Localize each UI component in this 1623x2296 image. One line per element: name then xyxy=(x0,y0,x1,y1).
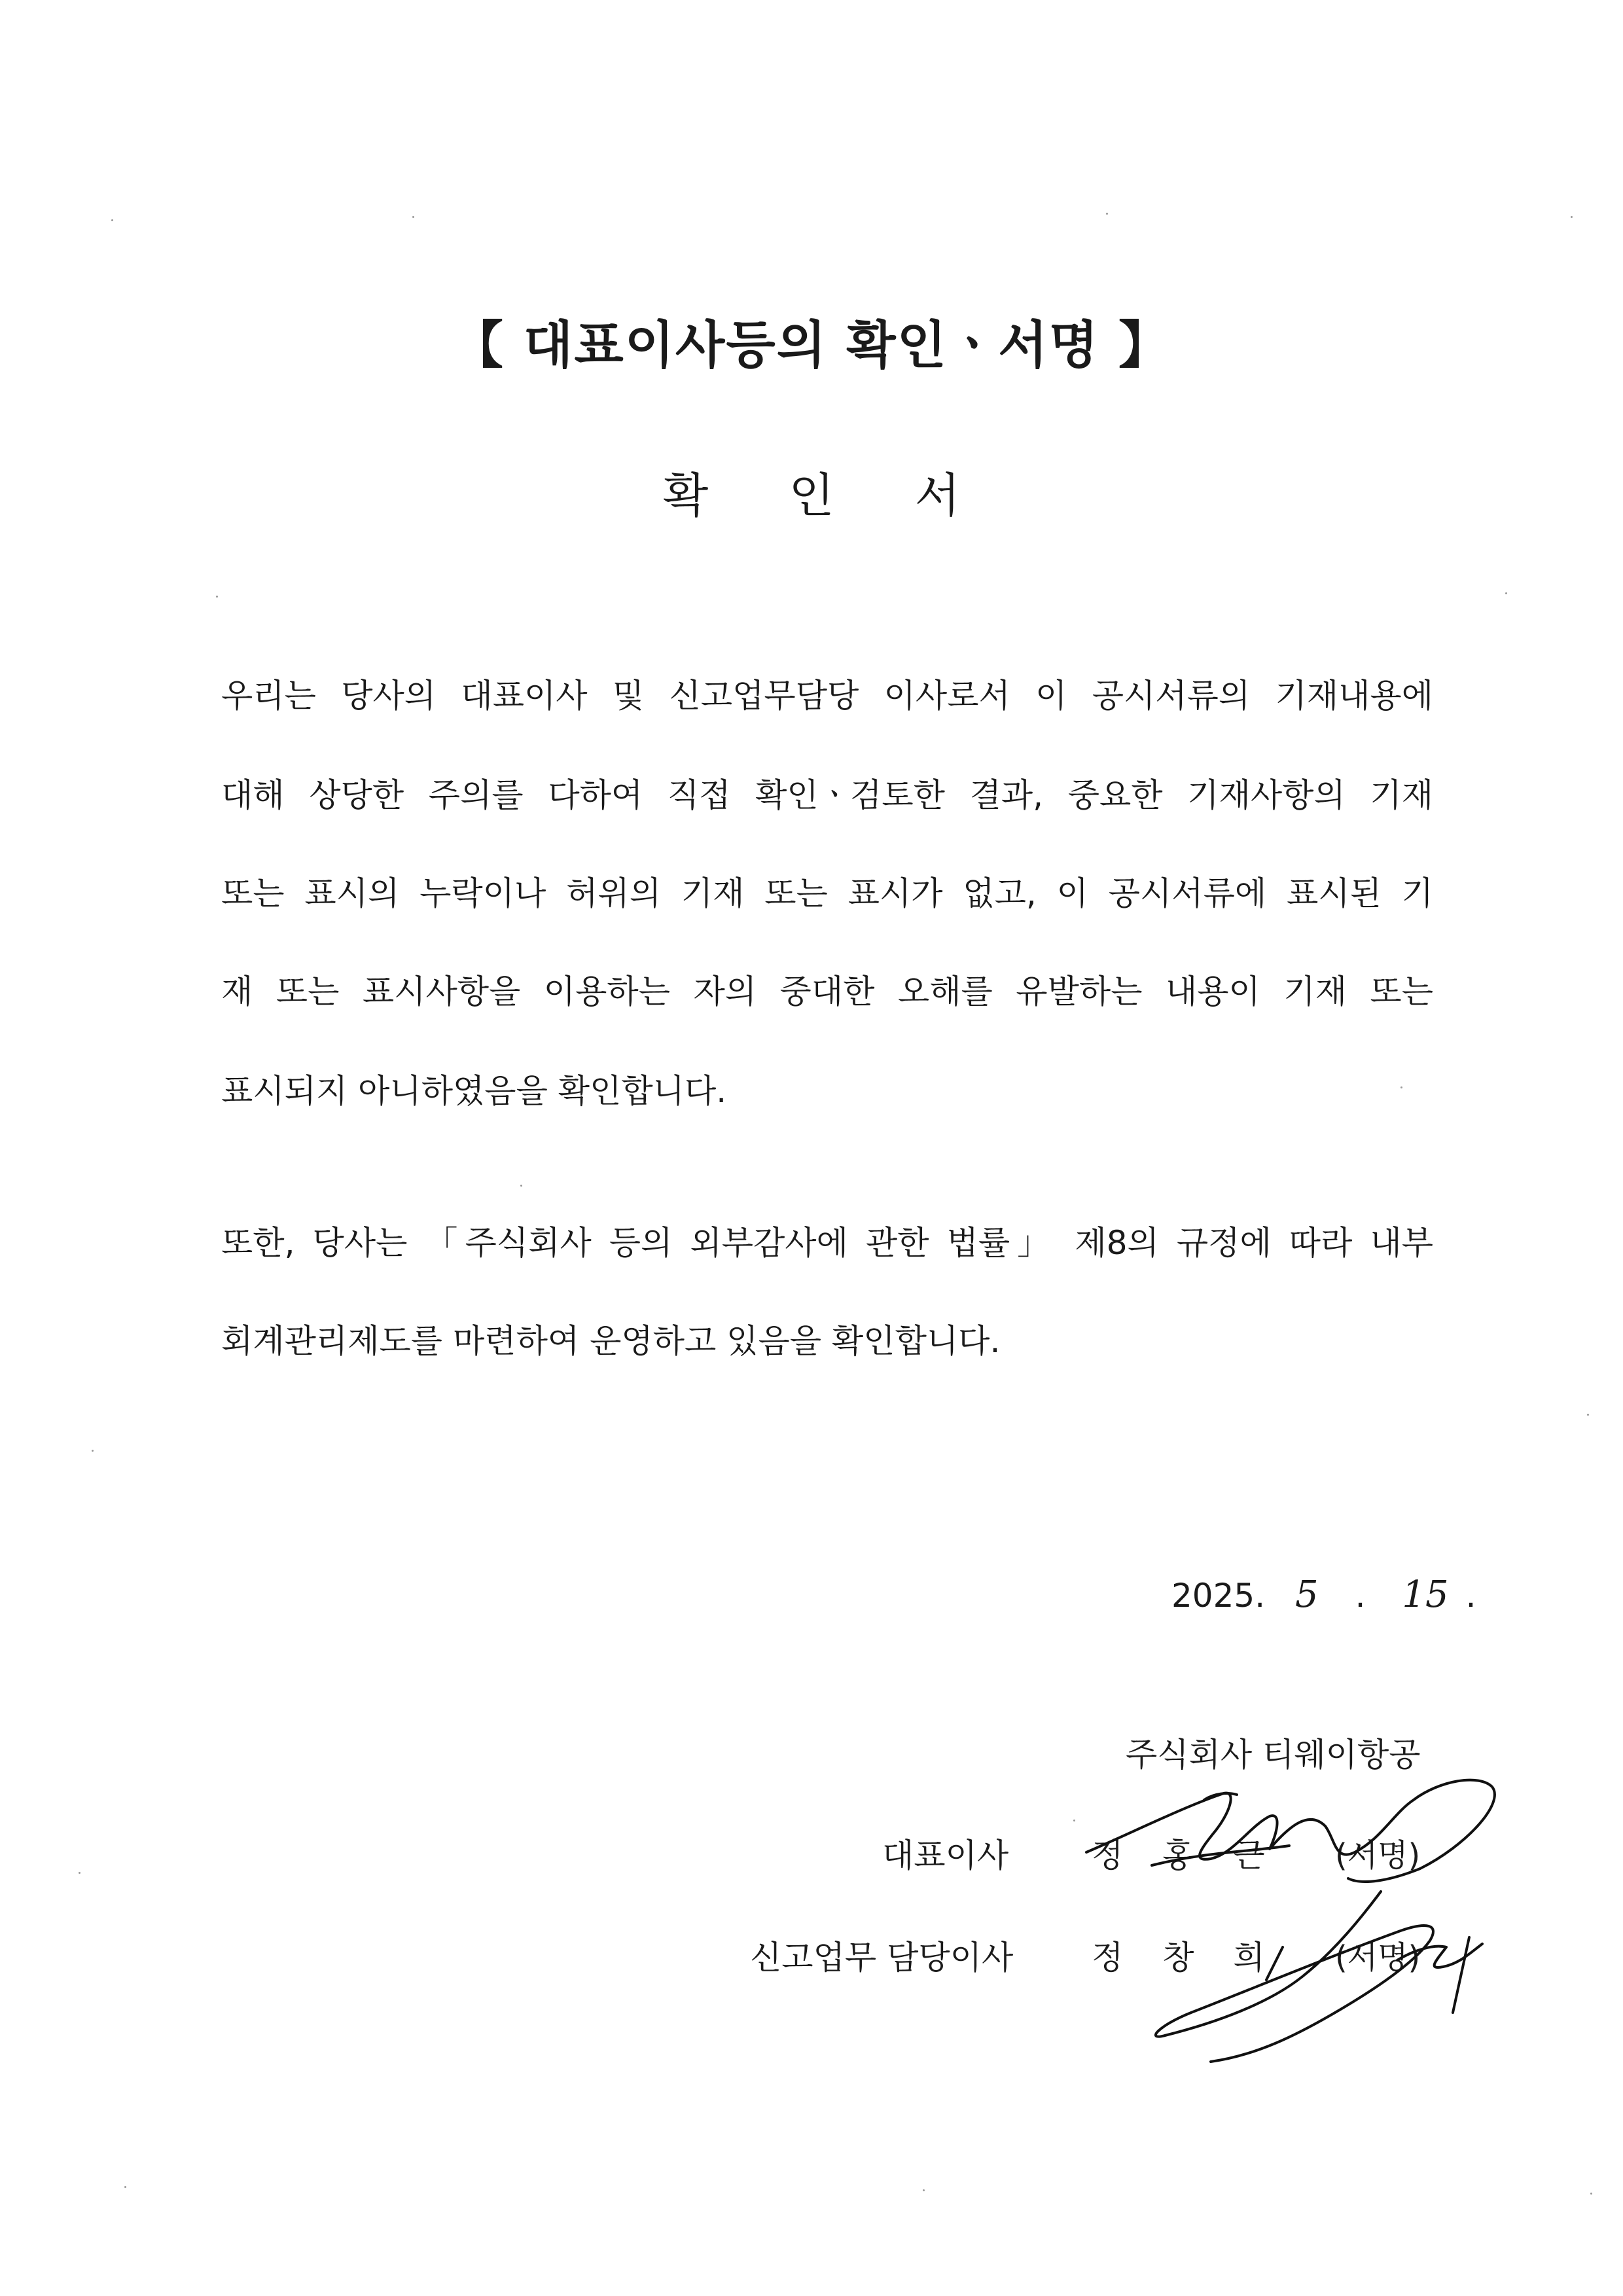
paragraph-1-line-5: 표시되지 아니하였음을 확인합니다. xyxy=(221,1072,727,1110)
document-date xyxy=(1171,1572,1476,1619)
scan-speck xyxy=(124,2186,126,2188)
scan-speck xyxy=(79,1872,80,1874)
scan-speck xyxy=(111,219,113,221)
date-end: . xyxy=(1465,1577,1476,1615)
signatory-2-name: 정 창 희 xyxy=(1092,1939,1279,1977)
scan-speck xyxy=(1106,213,1108,215)
scan-speck xyxy=(1571,216,1573,218)
date-separator: . xyxy=(1355,1577,1366,1615)
paragraph-1-line-2: 대해 상당한 주의를 다하여 직접 확인ㆍ검토한 결과, 중요한 기재사항의 기재 xyxy=(221,776,1433,814)
signature-1-stroke xyxy=(1086,1780,1495,1882)
scan-speck xyxy=(1073,1820,1075,1821)
document-title: 【 대표이사등의 확인ㆍ서명 】 xyxy=(452,316,1171,375)
date-day: 15 xyxy=(1402,1573,1449,1616)
scan-speck xyxy=(923,2189,925,2191)
scan-speck xyxy=(1505,592,1507,594)
date-month: 5 xyxy=(1295,1573,1319,1616)
signature-1 xyxy=(1073,1754,1518,1898)
signatory-2-sign-label: (서명) xyxy=(1335,1939,1421,1976)
paragraph-1-line-4: 재 또는 표시사항을 이용하는 자의 중대한 오해를 유발하는 내용이 기재 또는 xyxy=(221,973,1433,1011)
scan-speck xyxy=(412,216,414,218)
signature-2-mark xyxy=(1266,1947,1283,1980)
scan-speck xyxy=(216,596,218,598)
company-name: 주식회사 티웨이항공 xyxy=(1126,1736,1421,1774)
paragraph-1-line-1: 우리는 당사의 대표이사 및 신고업무담당 이사로서 이 공시서류의 기재내용에 xyxy=(221,677,1433,715)
paragraph-2-line-2: 회계관리제도를 마련하여 운영하고 있음을 확인합니다. xyxy=(221,1322,1001,1360)
signatory-2-role: 신고업무 담당이사 xyxy=(750,1939,1014,1977)
paragraph-2-line-1: 또한, 당사는 「주식회사 등의 외부감사에 관한 법률」 제8의 규정에 따라 내부 xyxy=(221,1224,1433,1262)
scan-speck xyxy=(92,1450,94,1452)
date-year: 2025. xyxy=(1171,1577,1266,1615)
signatory-1-sign-label: (서명) xyxy=(1335,1837,1421,1874)
scan-speck xyxy=(520,1185,522,1187)
scan-speck xyxy=(1400,1086,1402,1088)
signature-2 xyxy=(1139,1878,1505,2075)
scan-speck xyxy=(1590,2193,1592,2195)
scan-speck xyxy=(1587,1414,1589,1416)
signature-2-stroke xyxy=(1156,1892,1433,2062)
document-subtitle: 확 인 서 xyxy=(662,468,993,523)
signature-2-vertical xyxy=(1453,1937,1469,2013)
paragraph-1-line-3: 또는 표시의 누락이나 허위의 기재 또는 표시가 없고, 이 공시서류에 표시된 기 xyxy=(221,874,1433,912)
signature-2-tail xyxy=(1397,1944,1482,1967)
signatory-1-name: 정 홍 근 xyxy=(1092,1837,1279,1874)
signatory-1-role: 대표이사 xyxy=(882,1837,1009,1874)
